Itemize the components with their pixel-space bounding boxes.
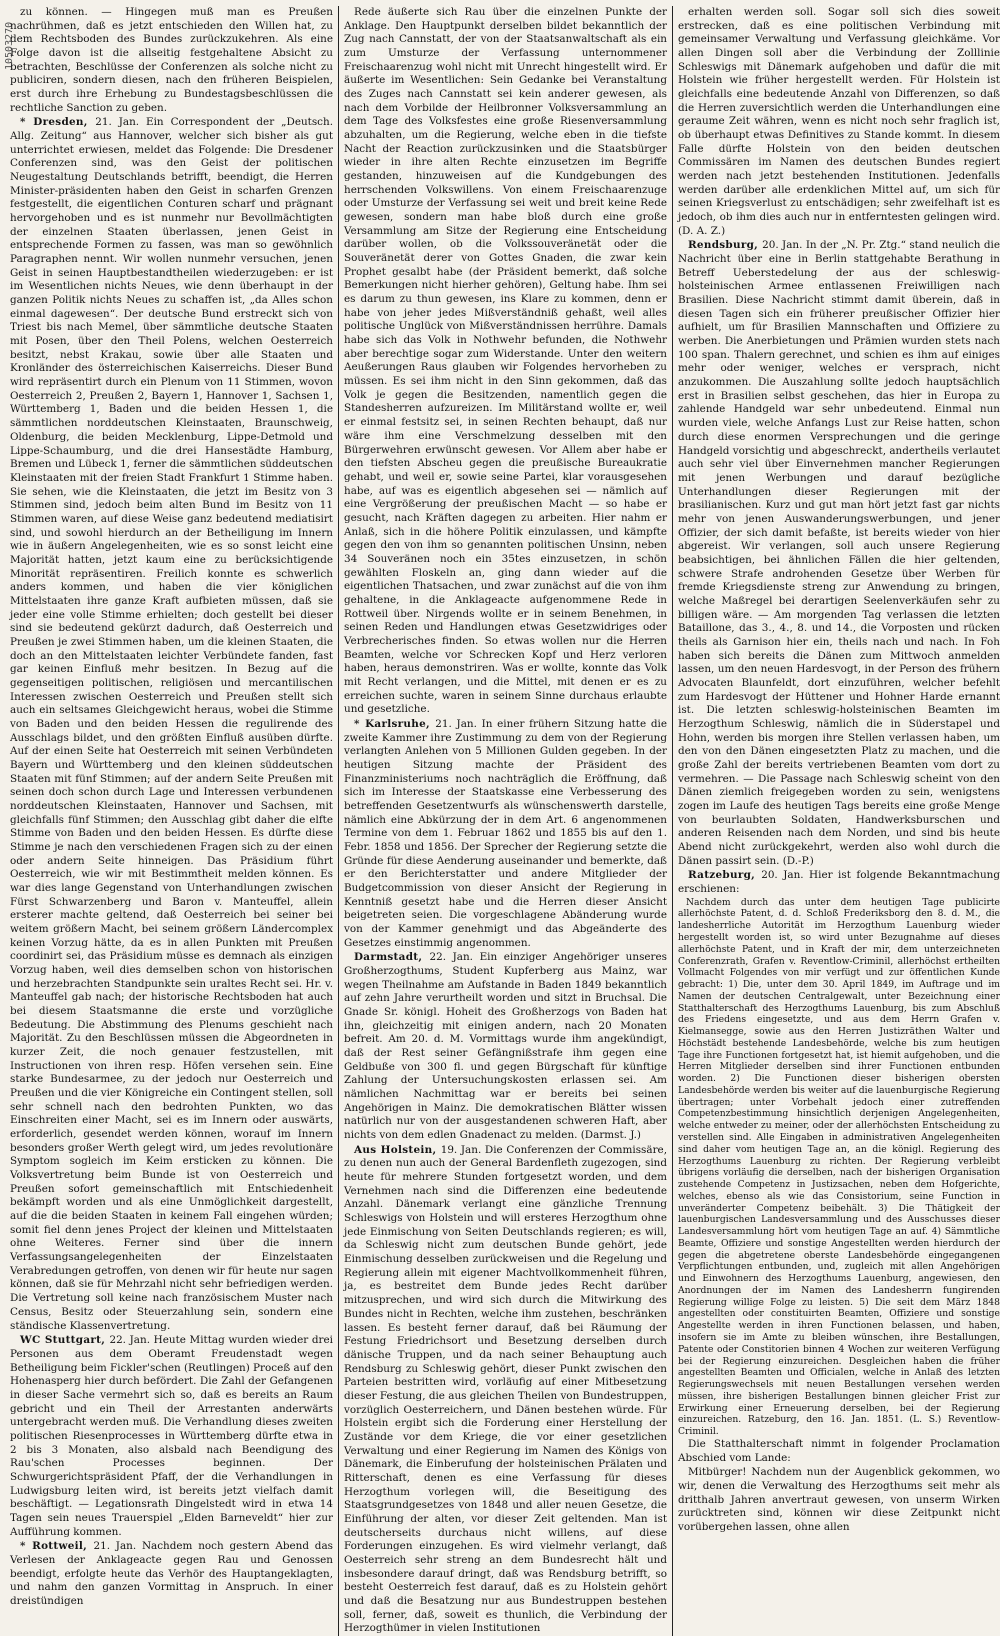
newspaper-page bbox=[10, 6, 1000, 1635]
article-paragraph bbox=[678, 6, 1000, 238]
column-1 bbox=[10, 6, 333, 1636]
column-2 bbox=[344, 6, 667, 1636]
article-paragraph bbox=[10, 6, 333, 115]
dateline: * Karlsruhe, bbox=[354, 717, 436, 730]
article-paragraph bbox=[678, 1466, 1000, 1534]
paragraph-text: 20. Jan. In der „N. Pr. Ztg.“ stand neulich die Nachricht über eine in Berlin stattgehabte Berathung in Betreff Ueberstedelung der aus der schleswig-holsteinischen Armee entlassenen Freiwilligen nach Brasilien. Diese Nachricht stimmt damit überein, daß in diesen Tagen sich ein früherer preußischer Offizier hier aufhielt, um für Brasilien Mannschaften und Offiziere zu werben. Die Anerbietungen und Prämien wurden stets nach 100 span. Thalern gerechnet, und schien es ihm auf einiges mehr oder weniger, welches er versprach, nicht anzukommen. Die Auszahlung sollte jedoch hauptsächlich erst in Brasilien selbst geschehen, das hier in Europa zu zahlende Handgeld war sehr unbedeutend. Einmal nun wurden viele, welche Anfangs Lust zur Reise hatten, schon durch diese enormen Versprechungen und die geringe Handgeld vorsichtig und abgeschreckt, andertheils verlautet auch sehr viel über Einvernehmen mancher Regierungen mit jenen Werbungen und darauf bezügliche Unterhandlungen dieser Regierungen mit der brasilianischen. Kurz und gut man hört jetzt fast gar nichts mehr von jenen Auswanderungswerbungen, und jener Offizier, der sich damit befaßte, ist bereits wieder von hier abgereist. Wir verlangen, soll auch unsere Regierung beabsichtigen, bei ähnlichen Fällen die hier geltenden, schwere Strafe androhenden Gesetze über Werben für fremde Kriegsdienste streng zur Anwendung zu bringen, welche Maßregel bei derartigen Seelenverkäufen sehr zu billigen wäre. — Am morgenden Tag verlassen die letzten Bataillone, das 3., 4., 8. und 14., die Vorposten und rücken theils als Garnison hier ein, theils nach und nach. In Foh haben sich bereits die Dänen zum Mittwoch anmelden lassen, um den neuen Hardesvogt, in der Person des frühern Advocaten Blaunfeldt, dort einzuführen, welcher befehlt zum Hardesvogt der Hüttener und Hohner Harde ernannt ist. Die letzten schleswig-holsteinischen Beamten im Herzogthum Schleswig, nämlich die in Süderstapel und Hohn, werden bis morgen ihre Stellen verlassen haben, um den von den Dänen eingesetzten Platz zu machen, und die große Zahl der bereits vertriebenen Beamten vom dort zu vermehren. — Die Passage nach Schleswig scheint von den Dänen ziemlich freigegeben worden zu sein, wenigstens zogen im Laufe des heutigen Tags bereits eine große Menge von beurlaubten Soldaten, Handwerksburschen und anderen Reisenden nach dem Norden, und sind bis heute Abend nicht zurückgekehrt, werden also wohl durch die Dänen passirt sein. (D.-P.) bbox=[678, 239, 1000, 867]
article-paragraph bbox=[678, 1438, 1000, 1465]
paragraph-text: 21. Jan. In einer frühern Sitzung hatte die zweite Kammer ihre Zustimmung zu dem von der Regierung verlangten Anlehen von 5 Millionen Gulden gegeben. In der heutigen Sitzung machte der Präsident des Finanzministeriums noch nachträglich die Eröffnung, daß sich im Interesse der Staatskasse eine Verbesserung des betreffenden Gesetzentwurfs als wünschenswerth darstelle, nämlich eine Abkürzung der in dem Art. 6 angenommenen Termine von dem 1. Februar 1862 und 1855 bis auf den 1. Febr. 1858 und 1856. Der Sprecher der Regierung setzte die Gründe für diese Aenderung auseinander und bemerkte, daß er den Berichterstatter und andere Mitglieder der Budgetcommission von dieser Ansicht der Regierung in Kenntniß gesetzt habe und die Herren dieser Ansicht beigetreten seien. Die vorgeschlagene Abänderung wurde von der Kammer genehmigt und das Abgeänderte des Gesetzes einstimmig angenommen. bbox=[344, 717, 667, 949]
column-rule bbox=[672, 6, 673, 1636]
dateline: WC Stuttgart, bbox=[20, 1334, 110, 1347]
page-id-label: 10503270 bbox=[4, 21, 15, 70]
article-paragraph bbox=[344, 951, 667, 1142]
article-paragraph bbox=[10, 1540, 333, 1608]
dateline: * Rottweil, bbox=[20, 1540, 94, 1553]
dateline: * Dresden, bbox=[20, 116, 96, 129]
paragraph-text: Rede äußerte sich Rau über die einzelnen Punkte der Anklage. Den Hauptpunkt derselben bildet bekanntlich der Zug nach Cannstatt, der von der Staatsanwaltschaft als ein zum Umsturze der Verfassung unternommener Freischaarenzug wohl nicht mit Unrecht hingestellt wird. Er äußerte im Wesentlichen: Sein Gedanke bei Veranstaltung des Zuges nach Cannstatt sei kein anderer gewesen, als nach dem Vorbilde der Heilbronner Volksversammlung an dem Tage des Volksfestes eine große Riesenversammlung abzuhalten, um die Regierung, welche eben in die tiefste Nacht der Reaction zurückzusinken und die Staatsbürger wieder in ihre alten Rechte einzusetzen im Begriffe gestanden, hinzuweisen auf die Kundgebungen des herrschenden Volkswillens. Von einem Freischaarenzuge oder Umsturze der Verfassung sei weit und breit keine Rede gewesen, sondern man habe bloß durch eine große Versammlung am Sitze der Regierung eine Entscheidung darüber wollen, ob die Volkssouveränetät oder die Souveränetät derer von Gottes Gnaden, die zwar kein Prophet gesalbt habe (der Präsident bemerkt, daß solche Bemerkungen nicht hierher gehören), Geltung habe. Ihm sei es darum zu thun gewesen, ins Klare zu kommen, denn er habe von jeher jedes Mißverständniß gehaßt, weil alles politische Unglück von Mißverständnissen herrühre. Damals habe sich das Volk in Nothwehr befunden, die Nothwehr aber berechtige sogar zum Widerstande. Unter den weitern Aeußerungen Raus glauben wir Folgendes hervorheben zu müssen. Es sei ihm nicht in den Sinn gekommen, daß das Volk je gegen die Besitzenden, namentlich gegen die Standesherren aufzureizen. Im Militärstand wollte er, weil er einmal festsitz sei, in seinen Rechten behaupt, daß nur wäre ihm eine Verschmelzung desselben mit den Bürgerwehren erwünscht gewesen. Vor Allem aber habe er den tiefsten Abscheu gegen die preußische Bureaukratie gehabt, und weil er, sowie seine Partei, klar vorausgesehen habe, auf was es eigentlich abgesehen sei — nämlich auf eine Vergrößerung der preußischen Macht — so habe er gesucht, nach Kräften dagegen zu arbeiten. Hier nahm er Anlaß, sich in die höhere Politik einzulassen, und kämpfte gegen den von ihm so genannten politischen Unsinn, neben 34 Souveränen noch ein 35tes einzusetzen, in schön gewählten Floskeln an, ging dann wieder auf die eigentlichen Thatsachen, und zwar zunächst auf die von ihm gehaltene, in die Anklageacte aufgenommene Rede in Rottweil über. Nirgends wollte er in seinem Benehmen, in seinen Reden und Handlungen etwas Gesetzwidriges oder Verbrecherisches finden. So etwas wollen nur die Herren Beamten, welche vor Schrecken Kopf und Herz verloren haben, heraus demonstriren. Was er wollte, konnte das Volk mit Recht verlangen, und die Mittel, mit denen er es zu erreichen suchte, waren in seinem Sinne durchaus erlaubte und gesetzliche. bbox=[344, 6, 667, 716]
article-paragraph bbox=[10, 1334, 333, 1539]
paragraph-text: 19. Jan. Die Conferenzen der Commissäre, zu denen nun auch der General Bardenfleth zugezogen, sind heute für mehrere Stunden fortgesetzt worden, und dem Vernehmen nach sind die Differenzen eine bedeutende Anzahl. Dänemark verlangt eine gänzliche Trennung Schleswigs von Holstein und will ersteres Herzogthum ohne jede Einmischung von Seiten Deutschlands regieren; es will, da Schleswig nicht zum deutschen Bunde gehört, jede Einmischung desselben zurückweisen und die Regelung und Regierung allein mit eigener Machtvollkommenheit führen, ja, es bestreitet dem Bunde jedes Recht darüber mitzusprechen, und wird sich durch die Mitwirkung des Bundes nicht in Rechten, welche ihm zustehen, beschränken lassen. Es besteht ferner darauf, daß bei Räumung der Festung Friedrichsort und Besetzung derselben durch dänische Truppen, und da nach seiner Behauptung auch Rendsburg zu Schleswig gehört, dieser Punkt zwischen den Parteien bestritten wird, vorläufig auf einer Mitbesetzung dieser Festung, die aus gleichen Theilen von Bundestruppen, vorzüglich Oesterreichern, und Dänen bestehen würde. Für Holstein ergibt sich die Forderung einer Herstellung der Zustände vor dem Kriege, die vor einer gesetzlichen Verwaltung und einer Regierung im Namen des Königs von Dänemark, die Einberufung der holsteinischen Prälaten und Ritterschaft, denen es eine Verfassung für dieses Herzogthum vorlegen will, die Beseitigung des Staatsgrundgesetzes von 1848 und aller neuen Gesetze, die Einführung der alten, vor dieser Zeit geltenden. Man ist deutscherseits durchaus nicht willens, auf diese Forderungen einzugehen. Es wird vielmehr verlangt, daß Oesterreich sehr streng an dem Bundesrecht hält und insbesondere darauf dringt, daß was Rendsburg betrifft, so besteht Oesterreich fest darauf, daß es zu Holstein gehört und daß die Besatzung nur aus Bundestruppen bestehen soll, ferner, daß, soweit es thunlich, die Verbindung der Herzogthümer in vielen Institutionen bbox=[344, 1143, 667, 1635]
official-notice bbox=[678, 897, 1000, 1438]
article-paragraph bbox=[344, 1144, 667, 1636]
dateline: Darmstadt, bbox=[354, 951, 430, 964]
article-paragraph bbox=[678, 897, 1000, 1438]
column-3 bbox=[678, 6, 1000, 1636]
paragraph-text: zu können. — Hingegen muß man es Preußen nachrühmen, daß es jetzt entschieden den Willen hat, zu dem Rechtsboden des Bundes zurückzukehren. Als eine Folge davon ist die allseitig festgehaltene Absicht zu betrachten, Beschlüsse der Conferenzen als solche nicht zu publiciren, sondern diesen, nach den früheren Beispielen, erst durch ihre Erhebung zu Bundestagsbeschlüssen die rechtliche Sanction zu geben. bbox=[10, 6, 333, 114]
paragraph-text: Die Statthalterschaft nimmt in folgender Proclamation Abschied vom Lande: bbox=[678, 1437, 1000, 1464]
article-paragraph bbox=[10, 116, 333, 1333]
article-paragraph bbox=[678, 239, 1000, 868]
article-paragraph bbox=[344, 6, 667, 717]
dateline: Rendsburg, bbox=[688, 239, 763, 252]
paragraph-text: 20. Jan. Hier ist folgende Bekanntmachung erschienen: bbox=[678, 869, 1000, 895]
paragraph-text: 22. Jan. Heute Mittag wurden wieder drei Personen aus dem Oberamt Freudenstadt wegen Betheiligung beim Fickler'schen (Reutlingen) Proceß auf den Hohenasperg hier durch befördert. Die Zahl der Gefangenen in dieser Sache vermehrt sich so, daß es bereits an Raum gebricht und ein Theil der Arrestanten anderwärts untergebracht werden muß. Die Verhandlung dieses zweiten politischen Riesenprocesses in Württemberg dürfte etwa in 2 bis 3 Monaten, also alsbald nach Beendigung des Rau'schen Processes beginnen. Der Schwurgerichtspräsident Pfaff, der die Verhandlungen in Ludwigsburg leiten wird, ist bereits jetzt vielfach damit beschäftigt. — Legationsrath Dingelstedt wird in etwa 14 Tagen sein neues Trauerspiel „Elden Barneveldt“ hier zur Aufführung kommen. bbox=[10, 1334, 334, 1538]
paragraph-text: Nachdem durch das unter dem heutigen Tage publicirte allerhöchste Patent, d. d. Schloß Frederiksborg den 8. d. M., die landesherrliche Autorität im Herzogthum Lauenburg wieder hergestellt worden ist, so wird unter Bezugnahme auf dieses allerhöchste Patent, und in Kraft der mir, dem unterzeichneten Conferenzrath, Grafen v. Reventlow-Criminil, allerhöchst ertheilten Vollmacht Folgendes von mir verfügt und zur öffentlichen Kunde gebracht: 1) Die, unter dem 30. April 1849, im Auftrage und im Namen der deutschen Centralgewalt, unter Bezeichnung einer Statthalterschaft des Herzogthums Lauenburg, bis zum Abschluß des Friedens eingesetzte, und aus dem Herrn Grafen v. Kielmansegge, sowie aus den Herren Justizräthen Walter und Höchstädt bestehende Landesbehörde, welche bis zum heutigen Tage ihre Functionen fortgesetzt hat, ist hiemit aufgehoben, und die Herren Mitglieder derselben sind ihrer Functionen entbunden worden. 2) Die Functionen dieser bisherigen obersten Landesbehörde werden bis weiter auf die lauenburgische Regierung übertragen; unter Vorbehalt jedoch einer zutreffenden Competenzbestimmung hinsichtlich derjenigen Angelegenheiten, welche entweder zu meiner, oder der allerhöchsten Entscheidung zu verstellen sind. Alle Eingaben in administrativen Angelegenheiten sind daher vom heutigen Tage an, an die königl. Regierung des Herzogthums Lauenburg zu richten. Der Regierung verbleibt übrigens vorläufig die derselben, nach der bisherigen Organisation zustehende Competenz in Justizsachen, neben dem Hofgerichte, welches, ebenso als wie das Consistorium, seine Function in unveränderter Competenz beibehält. 3) Die Thätigkeit der lauenburgischen Landesversammlung und des Ausschusses dieser Landesversammlung hört vom heutigen Tage an auf. 4) Sämmtliche Beamte, Offiziere und sonstige Angestellten werden hierdurch der gegen die abgetretene oberste Landesbehörde eingegangenen Verpflichtungen entbunden, und, zugleich mit allen Angehörigen und Einwohnern des Herzogthums Lauenburg, angewiesen, den Anordnungen der im Namen des Landesherrn fungirenden Regierung willige Folge zu leisten. 5) Die seit dem März 1848 angestellten oder constituirten Beamten, Offiziere und sonstige Angestellte werden in ihren Functionen belassen, und haben, insofern sie im Amte zu bleiben wünschen, ihre Bestallungen, Patente oder Constitorien binnen 4 Wochen zur weiteren Verfügung bei der Regierung einzureichen. Desgleichen haben die früher angestellten Beamten und Officialen, welche in Anlaß des letzten Regierungswechsels mit neuen Bestallungen versehen werden müssen, ihre bisherigen Bestallungen binnen gleicher Frist zur Erwirkung einer Erneuerung derselben, bei der Regierung einzureichen. Ratzeburg, den 16. Jan. 1851. (L. S.) Reventlow-Criminil. bbox=[678, 896, 1000, 1438]
paragraph-text: 21. Jan. Nachdem noch gestern Abend das Verlesen der Anklageacte gegen Rau und Genossen beendigt, erfolgte heute das Verhör des Hauptangeklagten, und nahm den ganzen Vormittag in Anspruch. In einer dreistündigen bbox=[10, 1540, 333, 1607]
paragraph-text: Mitbürger! Nachdem nun der Augenblick gekommen, wo wir, denen die Verwaltung des Herzogthums seit mehr als dritthalb Jahren anvertraut gewesen, von unserm Wirken zurücktreten sind, können wir diese Zeitpunkt nicht vorübergehen lassen, ohne allen bbox=[678, 1466, 1000, 1533]
paragraph-text: 21. Jan. Ein Correspondent der „Deutsch. Allg. Zeitung“ aus Hannover, welcher sich bisher als gut unterrichtet erwiesen, meldet das Folgende: Die Dresdener Conferenzen sind, was den Geist der politischen Neugestaltung Deutschlands betrifft, beendigt, die Herren Minister-präsidenten haben den Geist in scharfen Grenzen festgestellt, die eigentlichen Conturen scharf und prägnant hervorgehoben und es ist nunmehr nur Bevollmächtigten der einzelnen Staaten überlassen, jenen Geist in entsprechende Formen zu fassen, was man so gewöhnlich Paragraphen nennt. Wir wollen nunmehr versuchen, jenen Geist in seinen Hauptbestandtheilen wiederzugeben: er ist im Wesentlichen nichts Neues, wie denn überhaupt in der ganzen Politik nichts Neues zu schaffen ist, „da Alles schon einmal dagewesen“. Der deutsche Bund erstreckt sich von Triest bis nach Memel, über sämmtliche deutsche Staaten mit Posen, über den Theil Polens, welchen Oesterreich besitzt, nebst Krakau, sowie über alle Staaten und Kronländer des österreichischen Kaiserreichs. Dieser Bund wird repräsentirt durch ein Plenum von 11 Stimmen, wovon Oesterreich 2, Preußen 2, Bayern 1, Hannover 1, Sachsen 1, Württemberg 1, Baden und die beiden Hessen 1, die sämmtlichen norddeutschen Kleinstaaten, Braunschweig, Oldenburg, die beiden Mecklenburg, Lippe-Detmold und Lippe-Schaumburg, und die drei Hansestädte Hamburg, Bremen und Lübeck 1, ferner die sämmtlichen süddeutschen Kleinstaaten mit der freien Stadt Frankfurt 1 Stimme haben. Sie sehen, wie die Kleinstaaten, die jetzt im Besitz von 3 Stimmen sind, jedoch beim alten Bund im Besitz von 11 Stimmen waren, auf diese Weise ganz bedeutend mediatisirt sind, und sowohl hierdurch an der Betheiligung im Innern wie in äußern Angelegenheiten, wie es so sonst leicht eine Majorität hatten, jetzt kaum eine zu berücksichtigende Minorität repräsentiren. Freilich konnte es schwerlich anders kommen, und haben die vier königlichen Mittelstaaten ihre ganze Kraft aufbieten müssen, daß sie jeder eine volle Stimme erhielten; doch gestellt bei dieser sind sie bedeutend gekürzt dadurch, daß Oesterreich und Preußen je zwei Stimmen haben, um die kleinen Staaten, die doch an den Mittelstaaten leichter Verbündete fanden, fast gar keinen Einfluß mehr besitzen. In Bezug auf die gegenseitigen politischen, religiösen und mercantilischen Interessen zwischen Oesterreich und Preußen stellt sich auch ein seltsames Gleichgewicht heraus, wobei die Stimme von Baden und den beiden Hessen die regulirende des Ausschlags bildet, und den größten Einfluß ausüben dürfte. Auf der einen Seite hat Oesterreich mit seinen Verbündeten Bayern und Württemberg und den kleinen süddeutschen Staaten mit fünf Stimmen; auf der andern Seite Preußen mit seinen doch schon durch Lage und Interessen verbundenen norddeutschen Kleinstaaten, Hannover und Sachsen, mit gleichfalls fünf Stimmen; den Ausschlag gibt daher die elfte Stimme von Baden und den beiden Hessen. Es dürfte diese Stimme je nach den verschiedenen Fragen sich zu der einen oder andern Seite hinneigen. Das Präsidium führt Oesterreich, wie wir mit Bestimmtheit melden können. Es war dies lange Gegenstand von Unterhandlungen zwischen Fürst Schwarzenberg und Baron v. Manteuffel, allein ersterer machte geltend, daß Oesterreich bei seiner bei weitem größern Macht, bei seinem größern Ländercomplex keinen Vorzug hätte, da es in allen Punkten mit Preußen coordinirt sei, das Präsidium müsse es demnach als einzigen Vorzug haben, weil dies demselben schon von historischen und herzebrachten Standpunkte sein uraltes Recht sei. Hr. v. Manteuffel gab nach; der historische Rechtsboden hat auch bei diesem Staatsmanne die erste und vorzügliche Bedeutung. Die Abstimmung des Plenums geschieht nach Majorität. Zu den Beschlüssen müssen die Abgeordneten in kurzer Zeit, die noch genauer festzustellen, mit Instructionen von ihren resp. Höfen versehen sein. Eine starke Bundesarmee, zu der jedoch nur Oesterreich und Preußen und die vier Königreiche ein Contingent stellen, soll sehr schnell nach den bedrohten Punkten, wo das Einschreiten einer Macht, sei es im Innern oder auswärts, erforderlich, gesendet werden können, worauf im Innern besonders großer Werth gelegt wird, um jedes revolutionäre Symptom sogleich im Keim ersticken zu können. Die Volksvertretung beim Bunde ist von Oesterreich und Preußen sofort gemeinschaftlich mit Entschiedenheit bekämpft worden und als eine Unmöglichkeit dargestellt, auf die die beiden Staaten in keinem Fall eingehen würden; somit fiel denn jenes Project der kleinen und Mittelstaaten ohne Weiteres. Ferner sind über die innern Verfassungsangelegenheiten der Einzelstaaten Verabredungen getroffen, von denen wir für heute nur sagen können, daß sie für Mehrzahl nicht sehr befriedigen werden. Die Vertretung soll keine nach französischem Muster nach Census, Besitz oder Steuerzahlung sein, sondern eine ständische Klassenvertretung. bbox=[10, 116, 333, 1332]
article-paragraph bbox=[678, 869, 1000, 896]
paragraph-text: erhalten werden soll. Sogar soll sich dies soweit erstrecken, daß es eine politischen Verbindung mit gemeinsamer Verwaltung und Verfassung gleichkäme. Vor allen Dingen soll aber die Verbindung der Zolllinie Schleswigs mit Dänemark aufgehoben und dafür die mit Holstein wie früher hergestellt werden. Für Holstein ist gleichfalls eine bedeutende Anzahl von Differenzen, so daß die Herren zuversichtlich werden die Unterhandlungen eine geraume Zeit währen, wenn es nicht noch sehr fraglich ist, ob überhaupt etwas Definitives zu Stande kommt. In diesem Falle dürfte Holstein von den beiden deutschen Commissären im Namen des deutschen Bundes regiert werden nach jetzt bestehenden Institutionen. Jedenfalls werden darüber alle erdenklichen Mittel auf, um sich für seinen Kriegsverlust zu entschädigen; sehr zweifelhaft ist es jedoch, ob ihm dies auch nur in entferntesten gelingen wird. (D. A. Z.) bbox=[678, 6, 1000, 237]
dateline: Ratzeburg, bbox=[688, 869, 762, 882]
paragraph-text: 22. Jan. Ein einziger Angehöriger unseres Großherzogthums, Student Kupferberg aus Mainz, war wegen Theilnahme am Aufstande in Baden 1849 bekanntlich auf zehn Jahre verurtheilt worden und sitzt in Bruchsal. Die Gnade Sr. königl. Hoheit des Großherzogs von Baden hat ihn, gleichzeitig mit einigen andern, nach 20 Monaten befreit. Am 20. d. M. Vormittags wurde ihm angekündigt, daß der Rest seiner Gefängnißstrafe ihm gegen eine Geldbuße von 300 fl. und gegen Bürgschaft für künftige Zahlung der Untersuchungskosten erlassen sei. Am nämlichen Nachmittag war er bereits bei seinen Angehörigen in Mainz. Die demokratischen Blätter wissen natürlich nur von der ausgestandenen schweren Haft, aber nichts von dem edlen Gnadenact zu melden. (Darmst. J.) bbox=[344, 951, 667, 1142]
column-rule bbox=[338, 6, 339, 1636]
article-paragraph bbox=[344, 718, 667, 950]
dateline: Aus Holstein, bbox=[354, 1143, 441, 1156]
